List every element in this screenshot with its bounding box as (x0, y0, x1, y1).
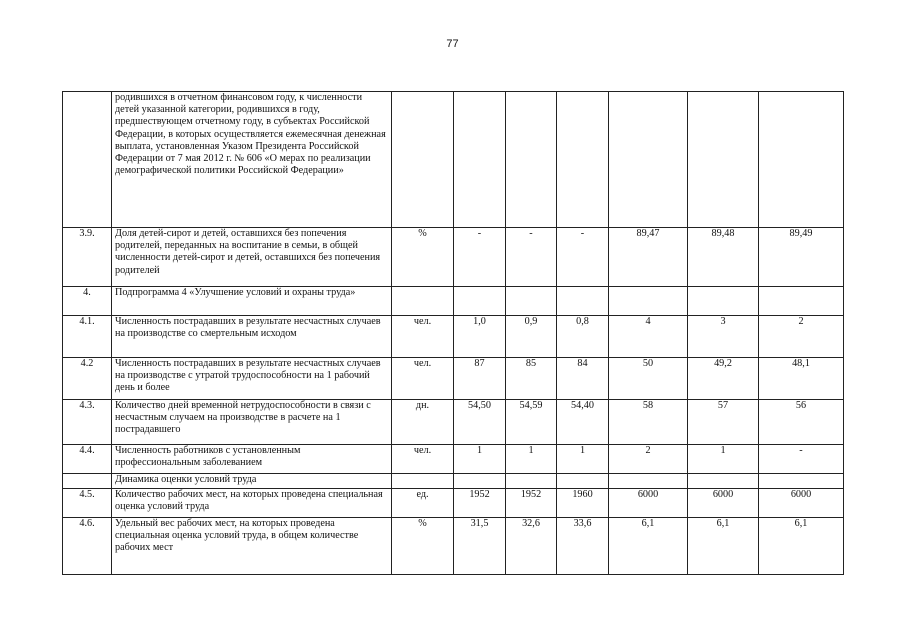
indicator-name: Численность работников с установленным профессиональным заболеванием (112, 445, 392, 474)
value-cell: 89,49 (759, 228, 844, 287)
indicator-name: Удельный вес рабочих мест, на которых проведена специальная оценка условий труда, в общем количестве рабочих мест (112, 518, 392, 575)
value-cell: 0,9 (506, 316, 557, 358)
value-cell (609, 92, 688, 228)
value-cell: 54,59 (506, 400, 557, 445)
value-cell (557, 474, 609, 489)
value-cell (609, 474, 688, 489)
value-cell: 2 (759, 316, 844, 358)
value-cell: 1952 (506, 489, 557, 518)
value-cell: 54,40 (557, 400, 609, 445)
value-cell (454, 474, 506, 489)
value-cell (506, 474, 557, 489)
value-cell (454, 287, 506, 316)
row-number (63, 474, 112, 489)
indicator-name: Количество дней временной нетрудоспособности в связи с несчастным случаем на производстве в расчете на 1 пострадавшего (112, 400, 392, 445)
value-cell: 85 (506, 358, 557, 400)
value-cell: 33,6 (557, 518, 609, 575)
row-number: 4.2 (63, 358, 112, 400)
indicator-name: Численность пострадавших в результате несчастных случаев на производстве с утратой трудоспособности на 1 рабочий день и более (112, 358, 392, 400)
value-cell: 89,47 (609, 228, 688, 287)
value-cell: 6,1 (688, 518, 759, 575)
value-cell (557, 92, 609, 228)
value-cell (506, 92, 557, 228)
table-row (63, 400, 844, 445)
table-row (63, 316, 844, 358)
indicator-name: родившихся в отчетном финансовом году, к численности детей указанной категории, родившихся в году, предшествующем отчетному году, в субъектах Российской Федерации, в которых осуществляется ежемесячная денежная выплата, установленная Указом Президента Российской Федерации от 7 мая 2012 г. № 606 «О мерах по реализации демографической политики Российской Федерации» (112, 92, 392, 228)
value-cell (688, 474, 759, 489)
value-cell (759, 92, 844, 228)
row-number: 4.3. (63, 400, 112, 445)
value-cell: 48,1 (759, 358, 844, 400)
value-cell: 6000 (609, 489, 688, 518)
value-cell: 50 (609, 358, 688, 400)
table-row (63, 287, 844, 316)
unit-cell (392, 474, 454, 489)
value-cell: 54,50 (454, 400, 506, 445)
table-row (63, 445, 844, 474)
value-cell: 84 (557, 358, 609, 400)
value-cell (506, 287, 557, 316)
unit-cell (392, 287, 454, 316)
value-cell: 1 (557, 445, 609, 474)
value-cell: 1 (454, 445, 506, 474)
row-number: 4.4. (63, 445, 112, 474)
value-cell (759, 287, 844, 316)
value-cell: 6000 (759, 489, 844, 518)
unit-cell: % (392, 228, 454, 287)
value-cell (454, 92, 506, 228)
value-cell: 4 (609, 316, 688, 358)
value-cell: 1 (688, 445, 759, 474)
indicator-name: Количество рабочих мест, на которых проведена специальная оценка условий труда (112, 489, 392, 518)
value-cell: 3 (688, 316, 759, 358)
row-number: 4.1. (63, 316, 112, 358)
value-cell: - (759, 445, 844, 474)
indicator-name: Численность пострадавших в результате несчастных случаев на производстве со смертельным исходом (112, 316, 392, 358)
value-cell (688, 287, 759, 316)
value-cell: 89,48 (688, 228, 759, 287)
value-cell: 6,1 (609, 518, 688, 575)
row-number: 4.6. (63, 518, 112, 575)
value-cell: 31,5 (454, 518, 506, 575)
table-row (63, 228, 844, 287)
indicator-name: Подпрограмма 4 «Улучшение условий и охраны труда» (112, 287, 392, 316)
indicator-name: Динамика оценки условий труда (112, 474, 392, 489)
value-cell: - (506, 228, 557, 287)
table-row (63, 518, 844, 575)
value-cell: 32,6 (506, 518, 557, 575)
value-cell: 1952 (454, 489, 506, 518)
unit-cell: чел. (392, 445, 454, 474)
value-cell (609, 287, 688, 316)
row-number: 4. (63, 287, 112, 316)
value-cell: 49,2 (688, 358, 759, 400)
unit-cell: чел. (392, 358, 454, 400)
row-number: 4.5. (63, 489, 112, 518)
value-cell (557, 287, 609, 316)
value-cell: 1,0 (454, 316, 506, 358)
page-number: 77 (446, 38, 459, 50)
unit-cell: дн. (392, 400, 454, 445)
value-cell: 1 (506, 445, 557, 474)
value-cell: 1960 (557, 489, 609, 518)
value-cell: 58 (609, 400, 688, 445)
table-row (63, 474, 844, 489)
unit-cell: % (392, 518, 454, 575)
table-body (63, 92, 844, 575)
unit-cell: ед. (392, 489, 454, 518)
unit-cell (392, 92, 454, 228)
value-cell: 87 (454, 358, 506, 400)
value-cell: 56 (759, 400, 844, 445)
value-cell: 0,8 (557, 316, 609, 358)
value-cell: - (454, 228, 506, 287)
value-cell (759, 474, 844, 489)
value-cell: - (557, 228, 609, 287)
value-cell: 6000 (688, 489, 759, 518)
value-cell: 6,1 (759, 518, 844, 575)
indicators-table (62, 91, 844, 575)
unit-cell: чел. (392, 316, 454, 358)
table-row (63, 489, 844, 518)
table-row (63, 92, 844, 228)
row-number: 3.9. (63, 228, 112, 287)
value-cell (688, 92, 759, 228)
table-row (63, 358, 844, 400)
row-number (63, 92, 112, 228)
value-cell: 57 (688, 400, 759, 445)
value-cell: 2 (609, 445, 688, 474)
indicator-name: Доля детей-сирот и детей, оставшихся без попечения родителей, переданных на воспитание в семьи, в общей численности детей-сирот и детей, оставшихся без попечения родителей (112, 228, 392, 287)
